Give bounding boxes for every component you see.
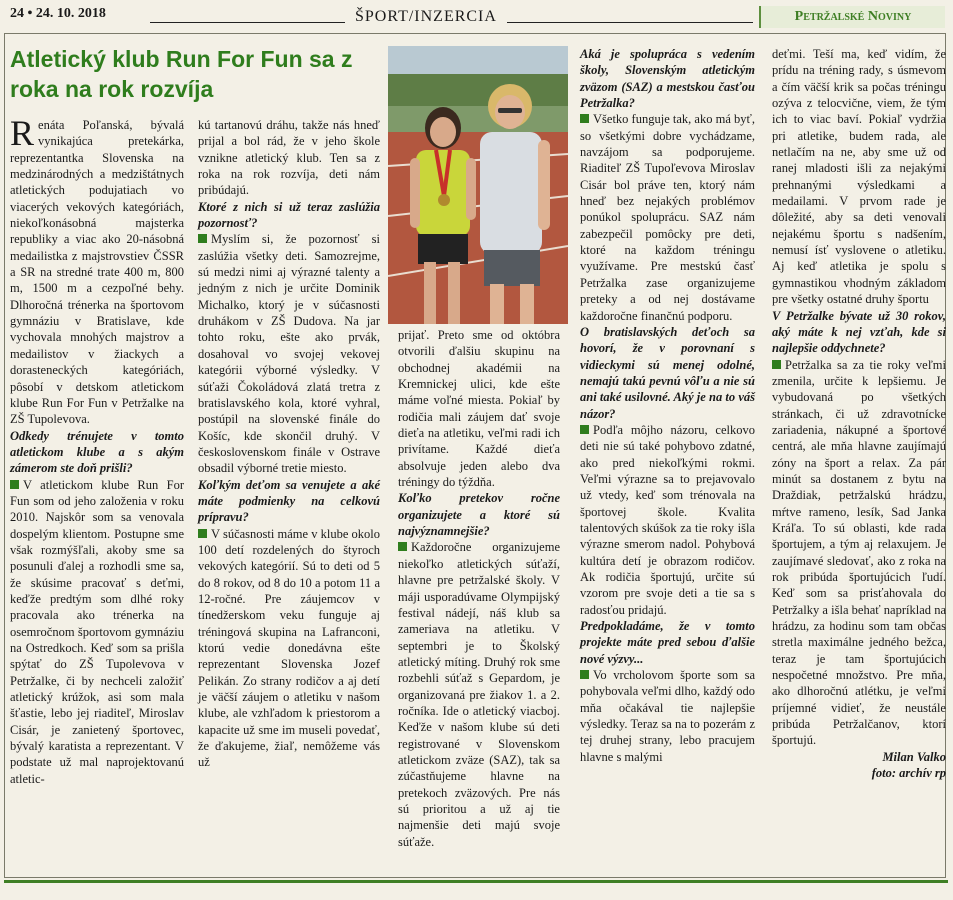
column-1 bbox=[10, 113, 184, 787]
question-8: V Petržalke bývate už 30 rokov, aký máte k nej vzťah, kde si najlepšie oddychnete? bbox=[772, 308, 946, 356]
question-2: Ktoré z nich si už teraz zaslúžia pozornosť? bbox=[198, 199, 380, 231]
girl-arm bbox=[466, 158, 476, 220]
girl-leg bbox=[448, 262, 460, 324]
photo-illustration bbox=[388, 46, 568, 324]
drop-cap: R bbox=[10, 113, 35, 153]
answer-4: Každoročne organizujeme niekoľko atletických súťaží, hlavne pre petržalské školy. V máji usporadúvame Olympijský festival nádejí, náš klub sa zameriava na atletiku. V septembri je to Školský atletický míting. Druhý rok sme rozbehli súťaž s Gepardom, je organizovaná pre žiakov 1. a 2. ročníka. Ide o atletický viacboj. Keďže v našom klube sú deti registrované v Slovenskom atletickom zväze (SAZ), tak sa zúčastňujeme hlavne na pretekoch zväzových. Pre nás sú prioritou a už aj tie najmenšie deti majú svoje súťaže. bbox=[398, 540, 560, 849]
medal-icon bbox=[438, 194, 450, 206]
page-header bbox=[0, 6, 953, 30]
woman-leg bbox=[490, 284, 504, 324]
paper-name: Petržalské Noviny bbox=[759, 6, 945, 28]
girl-face bbox=[430, 117, 456, 147]
section-title: ŠPORT/INZERCIA bbox=[345, 8, 507, 26]
woman-leg bbox=[520, 284, 534, 324]
answer-marker-icon bbox=[580, 114, 589, 123]
question-1: Odkedy trénujete v tomto atletickom klube a s akým zámerom ste doň prišli? bbox=[10, 428, 184, 476]
answer-marker-icon bbox=[10, 480, 19, 489]
answer-marker-icon bbox=[398, 542, 407, 551]
column-5 bbox=[772, 46, 946, 781]
question-5: Aká je spolupráca s vedením školy, Slovenským atletickým zväzom (SAZ) a mestskou časťou Petržalka? bbox=[580, 47, 755, 111]
woman-arm bbox=[538, 140, 550, 230]
answer-marker-icon bbox=[580, 425, 589, 434]
column-2 bbox=[198, 117, 380, 771]
answer-3-continued: prijať. Preto sme od októbra otvorili ďalšiu skupinu na obchodnej akadémii na Kremnickej ulici, kde ešte máme voľné miesta. Pokiaľ by rodičia mali záujem dať svoje dieťa na atletiku, veľmi radi ich privítame. Každé dieťa absolvuje jeden alebo dva tréningy do týždňa. bbox=[398, 328, 560, 490]
girl-arm bbox=[410, 158, 420, 228]
answer-marker-icon bbox=[772, 360, 781, 369]
answer-3: V súčasnosti máme v klube okolo 100 detí rozdelených do štyroch vekových kategórií. Sú to deti od 5 do 8 rokov, od 8 do 10 a potom 11 a 12-ročné. Pre záujemcov v tínedžerskom veku funguje aj tréningová skupina na Lafranconi, ktorú vedie donedávna ešte reprezentant Slovenska Jozef Pelikán. Zo strany rodičov a aj detí je väčší záujem o atletiku v našom klube, ale vzhľadom k priestorom a kapacite už sme im museli povedať, že ďakujeme, žiaľ, nemôžeme vás už bbox=[198, 526, 380, 770]
answer-1-continued: kú tartanovú dráhu, takže nás hneď prijal a bol rád, že v jeho škole vznikne atletický klub. Ten sa z roka na rok rozvíja, deti nám pribúdajú. bbox=[198, 118, 380, 198]
author-byline: Milan Valko bbox=[882, 749, 946, 764]
answer-marker-icon bbox=[198, 234, 207, 243]
answer-marker-icon bbox=[198, 529, 207, 538]
intro-text: enáta Poľanská, bývalá vynikajúca pretekárka, reprezentantka Slovenska na medzinárodných a medzištátnych atletických podujatiach vo viacerých vekových kategóriách, niekoľkonásobná majsterka republiky a viac ako 20-násobná medailistka z majstrovstiev ČSSR a SR na stredné trate 400 m, 800 m, 1500 m a cezpoľné behy. Dlhoročná trénerka na športovom gymnáziu v Bratislave, kde vychovala mnohých majstrov a medailistov v žiackych a dorasteneckých kategóriách, pôsobí v detskom atletickom klube Run For Fun v Petržalke na ZŠ Tupolevova. bbox=[10, 118, 184, 427]
answer-1: V atletickom klube Run For Fun som od jeho založenia v roku 2010. Najskôr som sa venovala dospelým klientom. Postupne sme však rozmýšľali, akoby sme sa posunuli ďalej a rozhodli sme sa, že skúsime pracovať s deťmi, keďže predtým som dlhé roky pracovala ako trénerka na osemročnom športovom gymnáziu na Ostredkoch. Keď som sa prišla spýtať do ZŠ Tupolevova v Petržalke, či by nechceli založiť atletický krúžok, asi som mala šťastie, lebo jej riaditeľ, Miroslav Cisár, je zanietený športovec, bývalý karatista a reprezentant. V podstate už mal naprojektovanú atletic- bbox=[10, 477, 184, 786]
article-photo bbox=[388, 46, 568, 324]
intro-paragraph bbox=[10, 113, 184, 428]
question-7: Predpokladáme, že v tomto projekte máte pred sebou ďalšie nové výzvy... bbox=[580, 619, 755, 666]
question-3: Koľkým deťom sa venujete a aké máte podmienky na celkovú prípravu? bbox=[198, 477, 380, 525]
column-4 bbox=[580, 46, 755, 765]
bottom-rule bbox=[4, 880, 948, 883]
woman-shirt bbox=[480, 132, 542, 254]
girl-shorts bbox=[418, 234, 468, 264]
question-6: O bratislavských deťoch sa hovorí, že v porovnaní s vidieckymi sú menej odolné, nemajú takú pevnú vôľu a nie sú ani také usilovné. Aký je na to váš názor? bbox=[580, 324, 755, 421]
column-3 bbox=[398, 327, 560, 850]
answer-2: Myslím si, že pozornosť si zaslúžia všetky deti. Samozrejme, sú medzi nimi aj výrazné talenty a jedným z nich je určite Dominik Michalko, ktorý je v súčasnosti druhákom v ZŠ Dudova. Na jar tohto roku, ešte ako prvák, dosahoval vo svojej vekovej kategórii výborné výsledky. V súťaži Čokoládová zlatá tretra z bratislavského kola, ktoré vyhral, postúpil na slovenské finále do Košíc, kde skončil druhý. V československom finále v Ostrave obsadil výborné tretie miesto. bbox=[198, 232, 380, 476]
photo-credit: foto: archív rp bbox=[871, 766, 946, 781]
answer-8: Petržalka sa za tie roky veľmi zmenila, určite k lepšiemu. Je vybudovaná po všetkých stránkach, či už zdravotnícke zariadenia, nákupné a športové centrá, ale mňa hlavne zaujímajú zóny na šport a relax. Za pár minút sa dostanem z bytu na Draždiak, petržalskú hrádzu, mŕtve rameno, lesík, Sad Janka Kráľa. To sú oblasti, kde rada športujem, a tým aj relaxujem. Je zaujímavé sledovať, ako z roka na rok pribúda športujúcich ľudí. Keď som sa prisťahovala do Petržalky a išla behať napríklad na hrádzu, za hodinu som tam občas stretla maximálne jedného bežca, teraz je tam športujúcich nespočetné množstvo. Pre mňa, ako dlhoročnú atlétku, je veľmi príjemné vidieť, že neustále pribúda Petržalčanov, ktorí športujú. bbox=[772, 357, 946, 748]
answer-7: Vo vrcholovom športe som sa pohybovala veľmi dlho, každý odo mňa očakával tie najlepšie výsledky. Teraz sa na to pozerám z tej druhej strany, lebo pracujem hlavne s malými bbox=[580, 668, 755, 764]
sunglasses-icon bbox=[498, 108, 522, 113]
girl-leg bbox=[424, 262, 436, 324]
page-date: 24 • 24. 10. 2018 bbox=[10, 6, 106, 21]
woman-shorts bbox=[484, 250, 540, 286]
answer-7-continued: deťmi. Teší ma, keď vidím, že prídu na tréning rady, s úsmevom a čím väčší krik sa počas tréningu ozýva z telocvične, viem, že tým ich to viac baví. Pokiaľ vydržia pri atletike, budem rada, ale netlačím na ne, aby sme už od ranej mladosti išli za nejakými prehnanými výsledkami a medailami. V prvom rade je dôležité, aby sa deti venovali nejakému športu s nadšením, nemusí ísť vyslovene o atletiku. Aj keď atletika je spolu s gymnastikou vhodným základom pre všetky ostatné druhy športu bbox=[772, 47, 946, 307]
answer-marker-icon bbox=[580, 670, 589, 679]
question-4: Koľko pretekov ročne organizujete a ktoré sú najvýznamnejšie? bbox=[398, 491, 560, 539]
photo-field bbox=[388, 106, 568, 134]
answer-5: Všetko funguje tak, ako má byť, so všetkými dobre vychádzame, navzájom sa podporujeme. Riaditeľ ZŠ Tupoľevova Miroslav Cisár bol práve ten, ktorý nám hneď bez nejakých problémov ponúkol spoluprácu. SAZ nám zabezpečil pomôcky pre deti, ktoré na každom tréningu využívame. Pre mestskú časť Petržalka zase organizujeme preteky a od nej dostávame každoročne finančnú podporu. bbox=[580, 112, 755, 323]
answer-6: Podľa môjho názoru, celkovo deti nie sú také pohybovo zdatné, ako pred niekoľkými rokmi. Veľmi výrazne sa to prejavovalo už vtedy, keď som trénovala na športovej škole. Kvalita talentových skúšok za tie roky išla výrazne smerom nadol. Pohybová kultúra detí je obrazom rodičov. Ak rodičia športujú, určite sú vzorom pre svoje deti a tie sa s radosťou pridajú. bbox=[580, 422, 755, 617]
article-headline: Atletický klub Run For Fun sa z roka na rok rozvíja bbox=[10, 46, 353, 102]
